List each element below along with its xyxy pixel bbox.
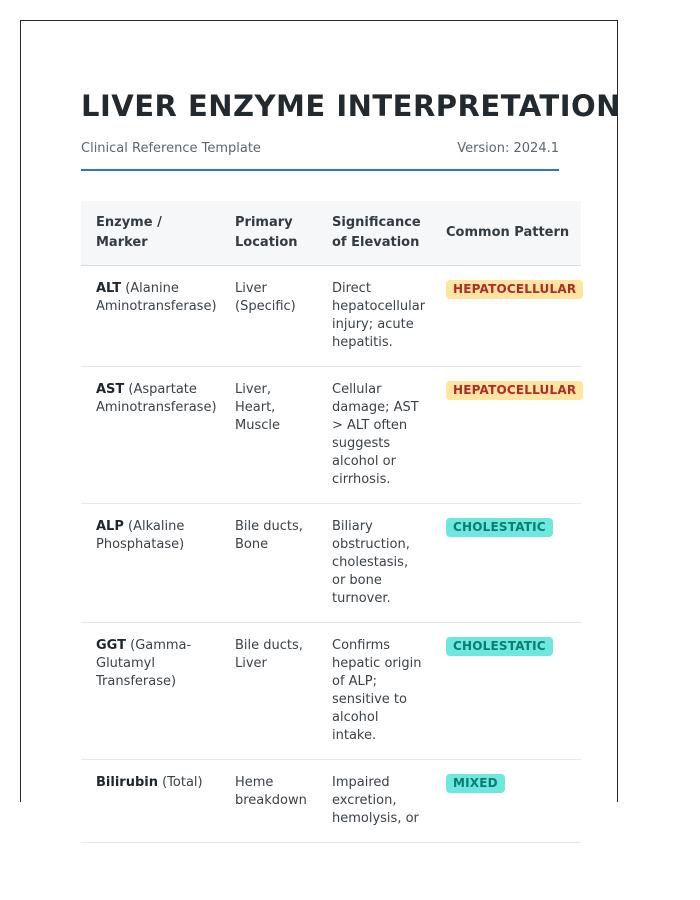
enzyme-abbreviation: Bilirubin: [96, 775, 158, 790]
table-row: [81, 367, 581, 504]
column-header-pattern: Common Pattern: [431, 201, 581, 266]
pattern-badge: CHOLESTATIC: [446, 518, 553, 537]
enzyme-abbreviation: AST: [96, 382, 125, 397]
pattern-badge: HEPATOCELLULAR: [446, 280, 583, 299]
significance-cell: Impaired excretion, hemolysis, or: [317, 760, 431, 843]
location-cell: Liver, Heart, Muscle: [220, 367, 317, 504]
table-body: [81, 266, 581, 843]
pattern-cell: [431, 504, 581, 623]
header-divider: [81, 169, 559, 171]
significance-cell: Direct hepatocellular injury; acute hepatitis.: [317, 266, 431, 367]
significance-cell: Confirms hepatic origin of ALP; sensitive to alcohol intake.: [317, 623, 431, 760]
enzyme-abbreviation: ALP: [96, 519, 124, 534]
enzyme-full-name: (Alanine Aminotransferase): [96, 281, 217, 314]
template-subtitle: Clinical Reference Template: [81, 141, 261, 156]
enzyme-cell: [81, 266, 220, 367]
table-header: [81, 201, 581, 266]
pattern-cell: [431, 760, 581, 843]
page-title: LIVER ENZYME INTERPRETATION: [81, 89, 621, 123]
column-header-significance: Significance of Elevation: [317, 201, 431, 266]
location-cell: Bile ducts, Bone: [220, 504, 317, 623]
column-header-location: Primary Location: [220, 201, 317, 266]
pattern-cell: [431, 367, 581, 504]
pattern-badge: MIXED: [446, 774, 505, 793]
pattern-cell: [431, 266, 581, 367]
document-header: [81, 87, 621, 171]
pattern-badge: HEPATOCELLULAR: [446, 381, 583, 400]
significance-cell: Biliary obstruction, cholestasis, or bone turnover.: [317, 504, 431, 623]
pattern-cell: [431, 623, 581, 760]
table-row: [81, 760, 581, 843]
enzyme-cell: [81, 623, 220, 760]
header-subrow: [81, 140, 559, 158]
enzyme-cell: [81, 760, 220, 843]
table-row: [81, 266, 581, 367]
enzyme-full-name: (Aspartate Aminotransferase): [96, 382, 217, 415]
enzyme-full-name: (Total): [157, 775, 203, 790]
table-row: [81, 504, 581, 623]
location-cell: Liver (Specific): [220, 266, 317, 367]
table-row: [81, 623, 581, 760]
column-header-enzyme: Enzyme / Marker: [81, 201, 220, 266]
location-cell: Bile ducts, Liver: [220, 623, 317, 760]
enzyme-abbreviation: ALT: [96, 281, 122, 296]
enzyme-cell: [81, 367, 220, 504]
enzyme-full-name: (Alkaline Phosphatase): [96, 519, 185, 552]
significance-cell: Cellular damage; AST > ALT often suggests alcohol or cirrhosis.: [317, 367, 431, 504]
location-cell: Heme breakdown: [220, 760, 317, 843]
enzyme-table: [81, 201, 581, 843]
enzyme-full-name: (Gamma-Glutamyl Transferase): [96, 638, 192, 689]
version-label: Version: 2024.1: [457, 141, 559, 156]
document-page: [20, 20, 621, 826]
enzyme-abbreviation: GGT: [96, 638, 126, 653]
table-header-row: [81, 201, 581, 266]
pattern-badge: CHOLESTATIC: [446, 637, 553, 656]
enzyme-cell: [81, 504, 220, 623]
